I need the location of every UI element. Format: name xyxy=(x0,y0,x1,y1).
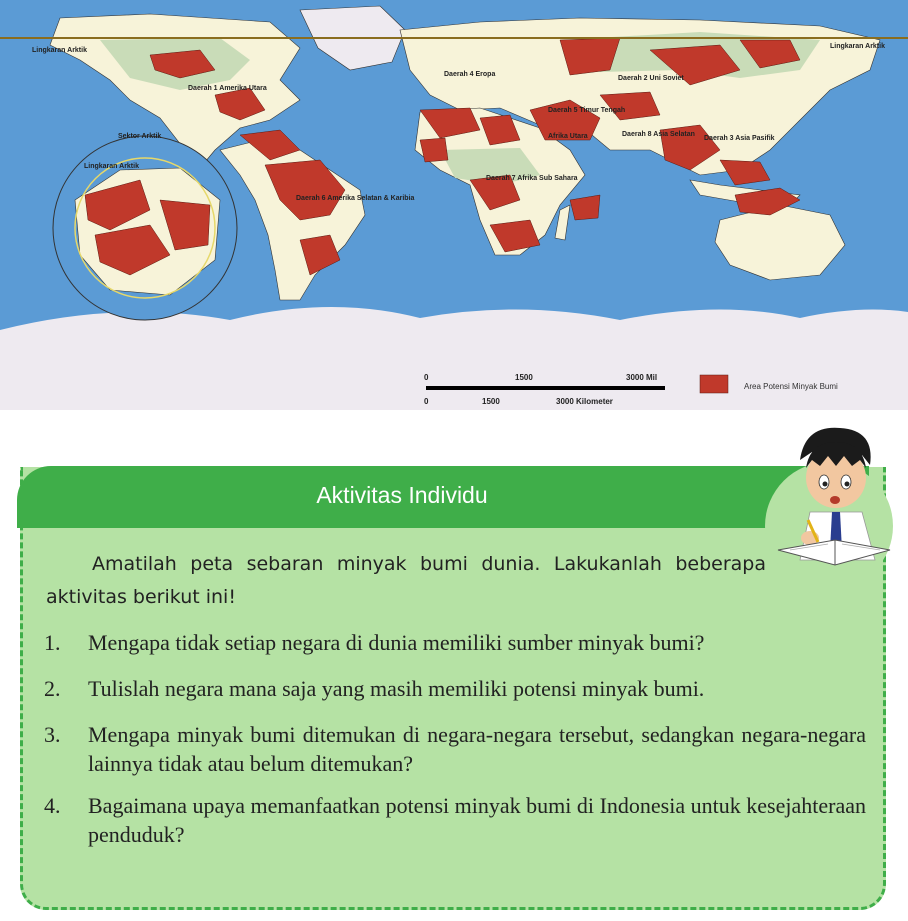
label-arctic-sector: Sektor Arktik xyxy=(118,133,162,140)
scale-zero-top: 0 xyxy=(424,373,429,382)
label-south-america: Daerah 6 Amerika Selatan & Karibia xyxy=(296,195,415,202)
student-writing-illustration xyxy=(770,420,900,590)
question-text: Tulislah negara mana saja yang masih memiliki potensi minyak bumi. xyxy=(88,676,705,701)
label-north-africa: Afrika Utara xyxy=(548,133,588,140)
question-item xyxy=(44,791,866,849)
scale-zero-bottom: 0 xyxy=(424,397,429,406)
legend-swatch xyxy=(700,375,728,393)
question-text: Mengapa minyak bumi ditemukan di negara-negara tersebut, sedangkan negara-negara lainnya tidak atau belum ditemukan? xyxy=(88,722,866,776)
label-europe: Daerah 4 Eropa xyxy=(444,71,496,78)
activity-intro xyxy=(46,548,766,614)
scale-mid-bottom: 1500 xyxy=(482,397,500,406)
label-former-ussr: Daerah 2 Uni Soviet xyxy=(618,75,684,82)
question-list xyxy=(44,628,866,862)
scale-end-bottom: 3000 Kilometer xyxy=(556,397,613,406)
question-number: 1. xyxy=(44,630,61,655)
question-item xyxy=(44,720,866,778)
activity-title: Aktivitas Individu xyxy=(316,482,488,508)
label-africa: Daerah 7 Afrika Sub Sahara xyxy=(486,175,578,182)
scale-mid-top: 1500 xyxy=(515,373,533,382)
scale-end-top: 3000 Mil xyxy=(626,373,658,382)
label-arctic-left: Lingkaran Arktik xyxy=(32,47,87,54)
question-number: 4. xyxy=(44,793,61,818)
activity-intro-text: Amatilah peta sebaran minyak bumi dunia. Lakukanlah beberapa aktivitas berikut ini! xyxy=(46,553,766,608)
question-text: Bagaimana upaya memanfaatkan potensi minyak bumi di Indonesia untuk kesejahteraan penduduk? xyxy=(88,793,866,847)
question-item xyxy=(44,674,866,703)
label-middle-east: Daerah 5 Timur Tengah xyxy=(548,107,626,114)
label-arctic-right: Lingkaran Arktik xyxy=(830,43,885,50)
legend-label: Area Potensi Minyak Bumi xyxy=(744,382,838,391)
label-far-east: Daerah 3 Asia Pasifik xyxy=(704,135,775,142)
label-arctic-circle-inset: Lingkaran Arktik xyxy=(84,163,139,170)
oil-distribution-map xyxy=(0,0,908,410)
question-number: 2. xyxy=(44,676,61,701)
label-north-america: Daerah 1 Amerika Utara xyxy=(188,85,267,92)
antarctica xyxy=(0,307,908,410)
question-item xyxy=(44,628,866,657)
label-south-asia: Daerah 8 Asia Selatan xyxy=(622,131,695,138)
question-text: Mengapa tidak setiap negara di dunia memiliki sumber minyak bumi? xyxy=(88,630,705,655)
question-number: 3. xyxy=(44,722,61,747)
